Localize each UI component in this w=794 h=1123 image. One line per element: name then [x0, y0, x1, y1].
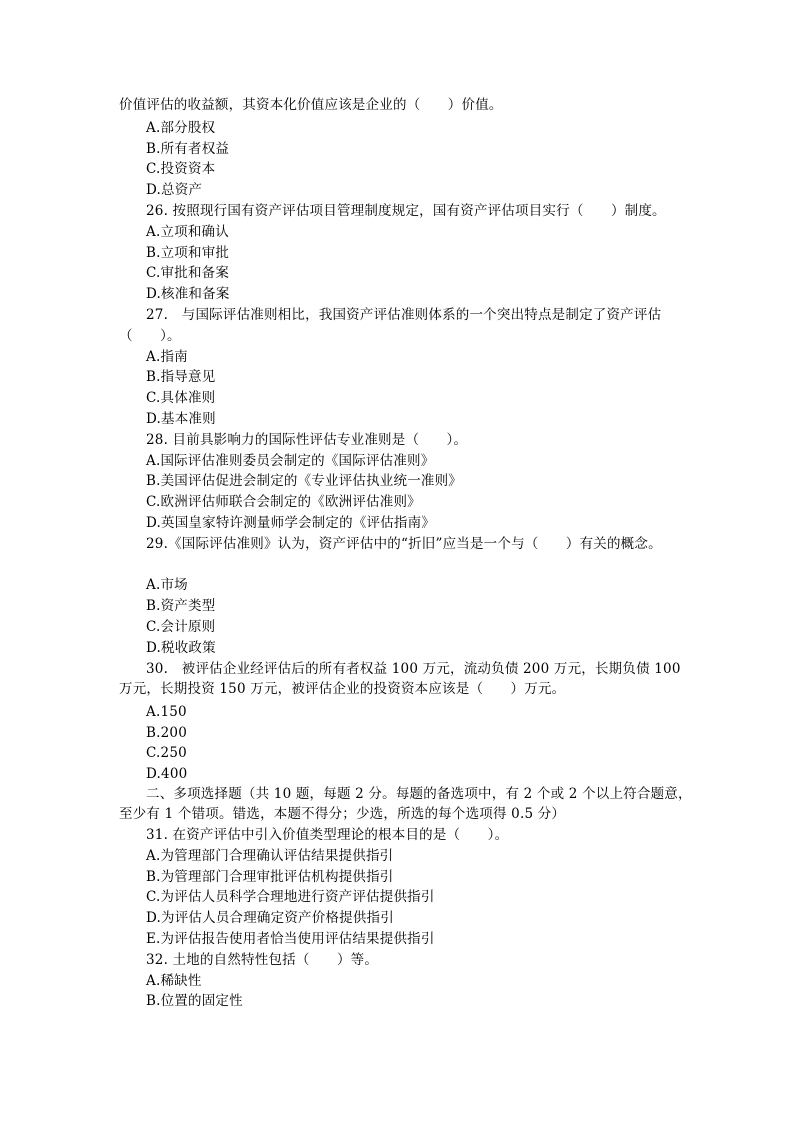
section-heading: 二、多项选择题（共 10 题，每题 2 分。每题的备选项中，有 2 个或 2 个以上符合题意， — [146, 786, 692, 802]
option-line: D.税收政策 — [146, 640, 216, 656]
option-line: B.美国评估促进会制定的《专业评估执业统一准则》 — [146, 473, 463, 489]
option-line: B.立项和审批 — [146, 245, 230, 261]
question-line: 29.《国际评估准则》认为，资产评估中的“折旧”应当是一个与（ ）有关的概念。 — [146, 536, 662, 552]
option-line: C.审批和备案 — [146, 265, 230, 281]
option-line: D.为评估人员合理确定资产价格提供指引 — [146, 910, 394, 926]
option-line: C.具体准则 — [146, 390, 216, 406]
option-line: D.英国皇家特许测量师学会制定的《评估指南》 — [146, 515, 436, 531]
option-line: A.立项和确认 — [146, 224, 229, 240]
option-line: B.资产类型 — [146, 598, 216, 614]
option-line: C.为评估人员科学合理地进行资产评估提供指引 — [146, 889, 435, 905]
question-line: 27. 与国际评估准则相比，我国资产评估准则体系的一个突出特点是制定了资产评估 — [146, 307, 662, 323]
option-line: B.指导意见 — [146, 369, 216, 385]
option-line: C.投资资本 — [146, 161, 216, 177]
option-line: A.国际评估准则委员会制定的《国际评估准则》 — [146, 453, 435, 469]
option-line: B.为管理部门合理审批评估机构提供指引 — [146, 869, 394, 885]
text-line: 万元，长期投资 150 万元，被评估企业的投资资本应该是（ ）万元。 — [119, 681, 566, 697]
question-line: 31. 在资产评估中引入价值类型理论的根本目的是（ ）。 — [146, 827, 509, 843]
option-line: C.会计原则 — [146, 619, 216, 635]
option-line: A.指南 — [146, 349, 188, 365]
option-line: A.市场 — [146, 577, 188, 593]
option-line: D.核准和备案 — [146, 286, 230, 302]
option-line: E.为评估报告使用者恰当使用评估结果提供指引 — [146, 931, 435, 947]
question-line: 28. 目前具影响力的国际性评估专业准则是（ ）。 — [146, 432, 468, 448]
question-line: 30. 被评估企业经评估后的所有者权益 100 万元，流动负债 200 万元，长期负债 100 — [146, 661, 681, 677]
option-line: A.部分股权 — [146, 120, 216, 136]
option-line: C.250 — [146, 745, 187, 761]
option-line: A.150 — [146, 704, 187, 720]
option-line: D.总资产 — [146, 182, 203, 198]
option-line: C.欧洲评估师联合会制定的《欧洲评估准则》 — [146, 494, 421, 510]
text-line: （ ）。 — [119, 328, 181, 344]
option-line: A.为管理部门合理确认评估结果提供指引 — [146, 848, 394, 864]
text-line: 至少有 1 个错项。错选，本题不得分；少选，所选的每个选项得 0.5 分） — [119, 806, 566, 822]
option-line: B.所有者权益 — [146, 141, 230, 157]
option-line: D.基本准则 — [146, 411, 216, 427]
text-line: 价值评估的收益额，其资本化价值应该是企业的（ ）价值。 — [119, 97, 503, 113]
question-line: 32. 土地的自然特性包括（ ）等。 — [146, 952, 379, 968]
option-line: B.位置的固定性 — [146, 993, 243, 1009]
option-line: D.400 — [146, 766, 188, 782]
option-line: A.稀缺性 — [146, 973, 202, 989]
option-line: B.200 — [146, 725, 187, 741]
question-line: 26. 按照现行国有资产评估项目管理制度规定，国有资产评估项目实行（ ）制度。 — [146, 203, 666, 219]
